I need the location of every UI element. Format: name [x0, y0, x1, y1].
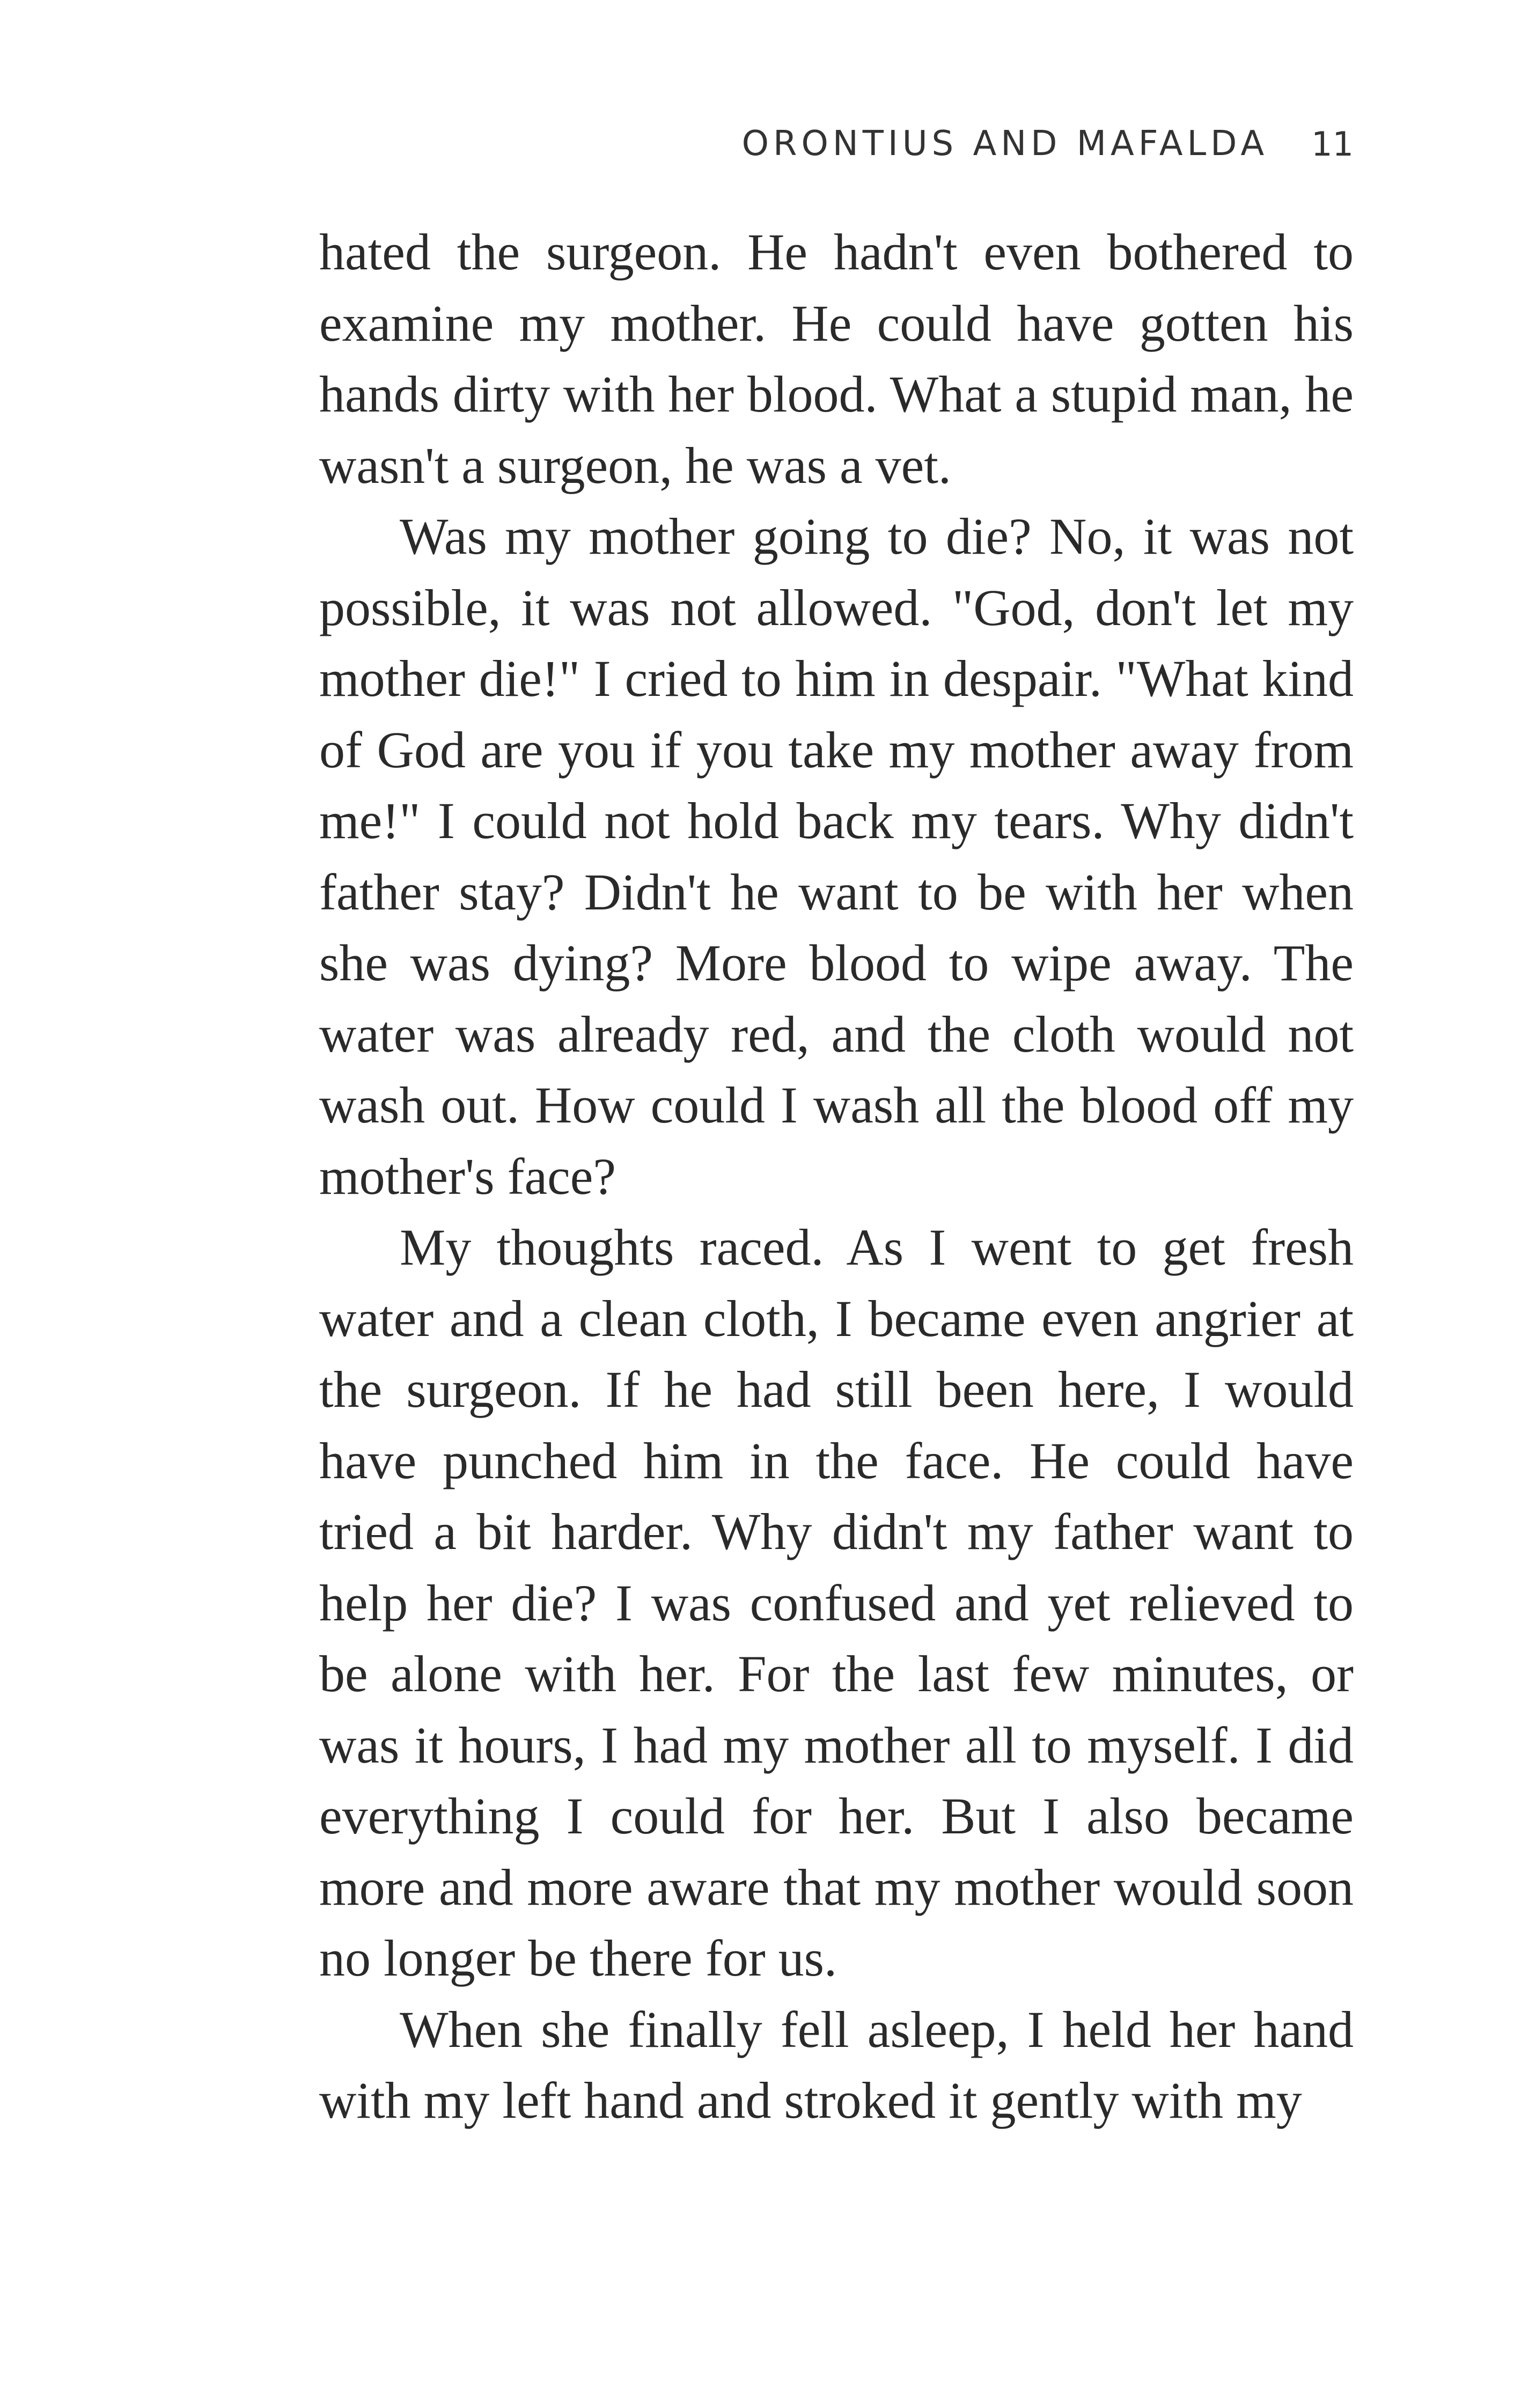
body-text: [319, 217, 1354, 2137]
running-title: ORONTIUS AND MAFALDA: [741, 124, 1269, 164]
paragraph: hated the surgeon. He hadn't even bothered to examine my mother. He could have gotten his hands dirty with her blood. What a stupid man, he wasn't a surgeon, he was a vet.: [319, 223, 1354, 494]
running-header: [742, 122, 1354, 165]
paragraph: My thoughts raced. As I went to get fresh water and a clean cloth, I became even angrier at the surgeon. If he had still been here, I would have punched him in the face. He could have tried a bit harder. Why didn't my father want to help her die? I was confused and yet relieved to be alone with her. For the last few minutes, or was it hours, I had my mother all to myself. I did everything I could for her. But I also became more and more aware that my mother would soon no longer be there for us.: [319, 1218, 1354, 1987]
page-number: 11: [1311, 124, 1354, 164]
paragraph: Was my mother going to die? No, it was not possible, it was not allowed. "God, don't let my mother die!" I cried to him in despair. "What kind of God are you if you take my mother away from me!" I could not hold back my tears. Why didn't father stay? Didn't he want to be with her when she was dying? More blood to wipe away. The water was already red, and the cloth would not wash out. How could I wash all the blood off my mother's face?: [319, 508, 1354, 1205]
paragraph: When she finally fell asleep, I held her hand with my left hand and stroked it gently with my: [319, 2000, 1354, 2129]
